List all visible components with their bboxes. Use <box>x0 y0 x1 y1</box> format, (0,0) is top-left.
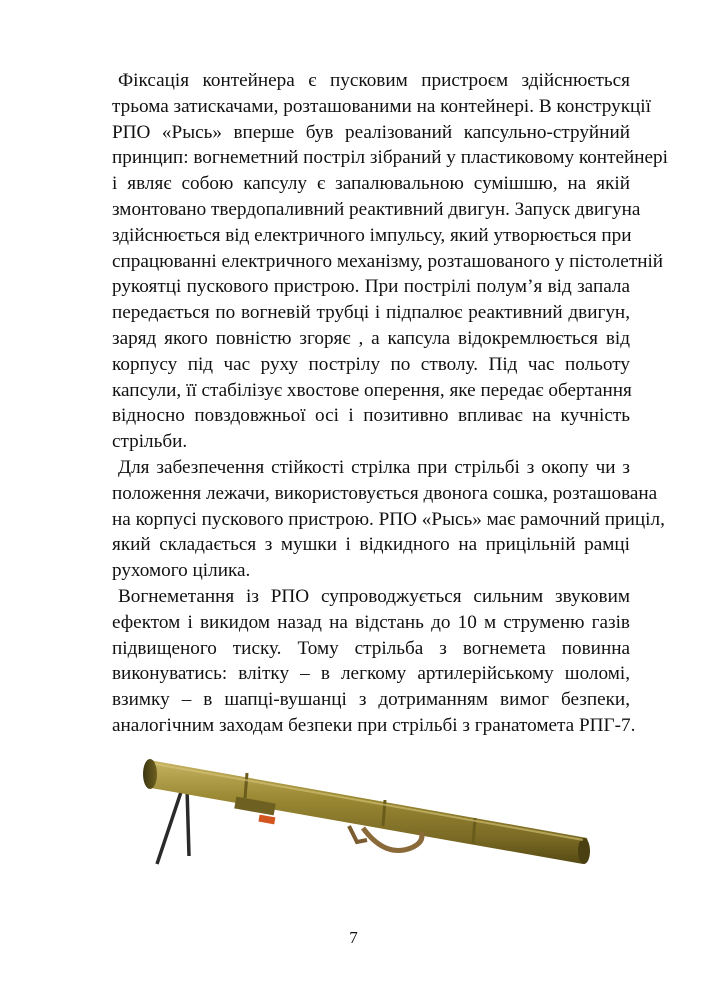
paragraph-1 <box>112 68 668 455</box>
text-line: виконуватись: влітку – в легкому артилерійському шоломі, <box>112 663 630 685</box>
bipod-leg <box>187 788 189 856</box>
rear-cap <box>578 838 590 864</box>
paragraph-3 <box>112 584 636 739</box>
launcher-photo <box>135 746 595 896</box>
text-line: на корпусі пускового пристрою. РПО «Рысь» має рамочний приціл, <box>112 508 665 530</box>
text-line: принцип: вогнеметний постріл зібраний у пластиковому контейнері <box>112 147 668 169</box>
text-line: корпусу під час руху пострілу по стволу. Під час польоту <box>112 353 630 375</box>
paragraph-2 <box>112 455 665 584</box>
tube-highlight <box>155 764 583 840</box>
text-line: передається по вогневій трубці і підпалює реактивний двигун, <box>112 302 630 324</box>
text-line: підвищеного тиску. Тому стрільба з вогнемета повинна <box>112 637 630 659</box>
text-line: і являє собою капсулу є запалювальною сумішшю, на якій <box>112 173 630 195</box>
text-line: положення лежачи, використовується двонога сошка, розташована <box>112 482 658 504</box>
text-line: ефектом і викидом назад на відстань до 10 м струменю газів <box>112 611 630 633</box>
text-line: змонтовано твердопаливний реактивний двигун. Запуск двигуна <box>112 198 641 220</box>
body-text <box>112 68 668 739</box>
text-line: Вогнеметання із РПО супроводжується сильним звуковим <box>118 585 630 607</box>
text-line: капсули, її стабілізує хвостове оперення, яке передає обертання <box>112 379 632 401</box>
text-line: стрільби. <box>112 431 188 453</box>
text-line: рукоятці пускового пристрою. При пострілі полум’я від запала <box>112 276 630 298</box>
text-line: здійснюється від електричного імпульсу, який утворюється при <box>112 224 632 246</box>
text-line: РПО «Рысь» вперше був реалізований капсульно-струйний <box>112 121 630 143</box>
bipod-leg <box>157 786 183 864</box>
text-line: який складається з мушки і відкидного на прицільній рамці <box>112 534 630 556</box>
text-line: спрацюванні електричного механізму, розташованого у пістолетній <box>112 250 664 272</box>
text-line: аналогічним заходам безпеки при стрільбі з гранатомета РПГ-7. <box>112 714 636 736</box>
tube-band <box>245 773 247 798</box>
muzzle-cap <box>143 759 157 789</box>
page-number: 7 <box>349 928 358 947</box>
trigger-part <box>258 815 275 825</box>
text-line: Для забезпечення стійкості стрілка при стрільбі з окопу чи з <box>118 456 630 478</box>
text-line: відносно повздовжньої осі і позитивно впливає на кучність <box>112 405 630 427</box>
text-line: трьома затискачами, розташованими на контейнері. В конструкції <box>112 95 651 117</box>
text-line: взимку – в шапці-вушанці з дотриманням вимог безпеки, <box>112 689 630 711</box>
text-line: Фіксація контейнера є пусковим пристроєм здійснюється <box>118 70 630 91</box>
tube-band <box>473 818 475 844</box>
text-line: заряд якого повністю згоряє , а капсула відокремлюється від <box>112 327 630 349</box>
launcher-illustration <box>135 746 595 896</box>
text-line: рухомого цілика. <box>112 560 251 582</box>
launcher-tube <box>147 760 588 864</box>
